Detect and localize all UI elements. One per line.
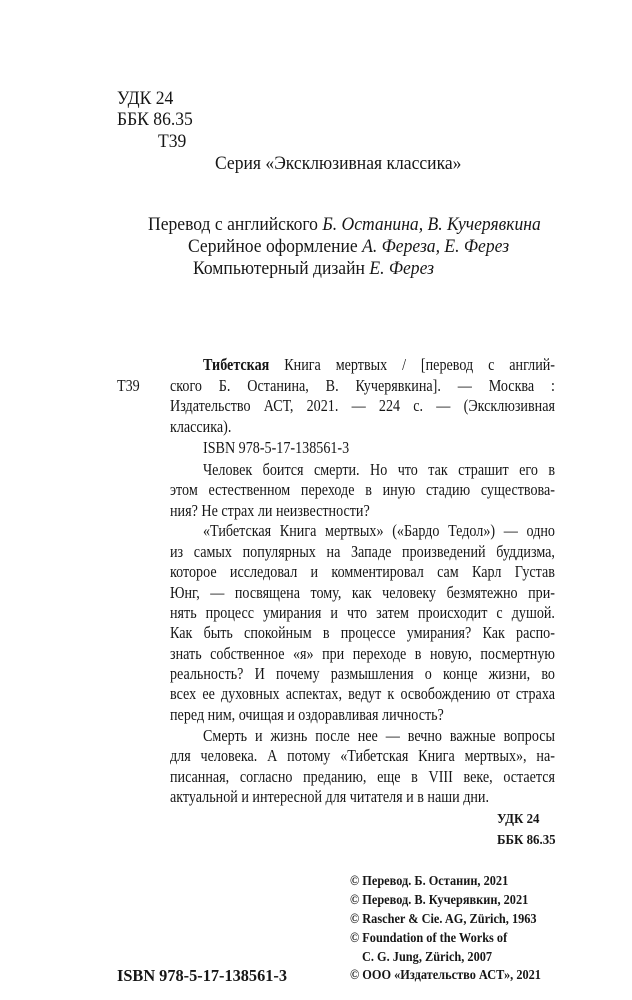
catalog-title: Тибетская — [203, 355, 270, 374]
catalog-line: классика). — [170, 417, 232, 436]
series-title: Серия «Эксклюзивная классика» — [215, 154, 462, 174]
catalog-line-text: Книга мертвых / [перевод с англий- — [284, 355, 556, 374]
annotation-line: Как быть спокойным в процессе умирания? Как распо- — [170, 623, 555, 642]
catalog-line: ского Б. Останина, В. Кучерявкина]. — Москва : — [170, 376, 555, 395]
footer-udk-code: УДК 24 — [497, 812, 540, 827]
annotation-line: Юнг, — посвящена тому, как человеку безмятежно при- — [170, 583, 555, 602]
annotation-line: «Тибетская Книга мертвых» («Бардо Тедол») — одно — [203, 521, 555, 540]
annotation-line: нять процесс умирания и что затем происходит с душой. — [170, 603, 555, 622]
catalog-author-sign: Т39 — [117, 376, 140, 395]
annotation-line: из самых популярных на Западе произведений буддизма, — [170, 542, 555, 561]
bbk-code: ББК 86.35 — [117, 110, 193, 130]
copyright-line: © ООО «Издательство АСТ», 2021 — [350, 968, 541, 983]
credit-series-design — [188, 236, 509, 258]
copyright-line: © Rascher & Cie. AG, Zürich, 1963 — [350, 912, 537, 927]
copyright-line: C. G. Jung, Zürich, 2007 — [362, 950, 493, 965]
annotation-line: перед ним, очищая и оздоравливая личность? — [170, 705, 444, 724]
annotation-line: Человек боится смерти. Но что так страшит его в — [203, 460, 555, 479]
credit-label: Компьютерный дизайн — [193, 259, 365, 279]
udk-code: УДК 24 — [117, 89, 174, 109]
annotation-line: этом естественном переходе в иную стадию существова- — [170, 480, 555, 499]
credit-label: Перевод с английского — [148, 215, 318, 235]
credit-names: А. Фереза, Е. Ферез — [362, 237, 510, 257]
catalog-line — [203, 355, 555, 375]
copyright-line: © Перевод. В. Кучерявкин, 2021 — [350, 893, 529, 908]
credit-translation — [148, 214, 541, 236]
copyright-line: © Перевод. Б. Останин, 2021 — [350, 874, 509, 889]
annotation-line: знать собственное «я» при переходе в новую, посмертную — [170, 644, 555, 663]
annotation-line: писанная, согласно преданию, еще в VIII веке, остается — [170, 767, 555, 786]
credit-names: Б. Останина, В. Кучерявкина — [322, 215, 541, 235]
footer-isbn: ISBN 978-5-17-138561-3 — [117, 966, 288, 985]
credit-label: Серийное оформление — [188, 237, 358, 257]
annotation-line: актуальной и интересной для читателя и в наши дни. — [170, 787, 490, 806]
author-sign: Т39 — [158, 132, 187, 152]
catalog-isbn: ISBN 978-5-17-138561-3 — [203, 438, 350, 457]
footer-bbk-code: ББК 86.35 — [497, 833, 556, 848]
annotation-line: которое исследовал и комментировал сам Карл Густав — [170, 562, 555, 581]
annotation-line: для человека. А потому «Тибетская Книга мертвых», на- — [170, 746, 555, 765]
annotation-line: всех ее духовных аспектах, ведут к освобождению от страха — [170, 684, 555, 703]
credit-names: Е. Ферез — [369, 259, 435, 279]
copyright-line: © Foundation of the Works of — [350, 931, 508, 946]
annotation-line: ния? Не страх ли неизвестности? — [170, 501, 370, 520]
catalog-line: Издательство АСТ, 2021. — 224 с. — (Эксклюзивная — [170, 396, 555, 415]
annotation-line: Смерть и жизнь после нее — вечно важные вопросы — [203, 726, 555, 745]
credit-computer-design — [193, 258, 434, 280]
annotation-line: реальность? И почему размышления о конце жизни, во — [170, 664, 555, 683]
